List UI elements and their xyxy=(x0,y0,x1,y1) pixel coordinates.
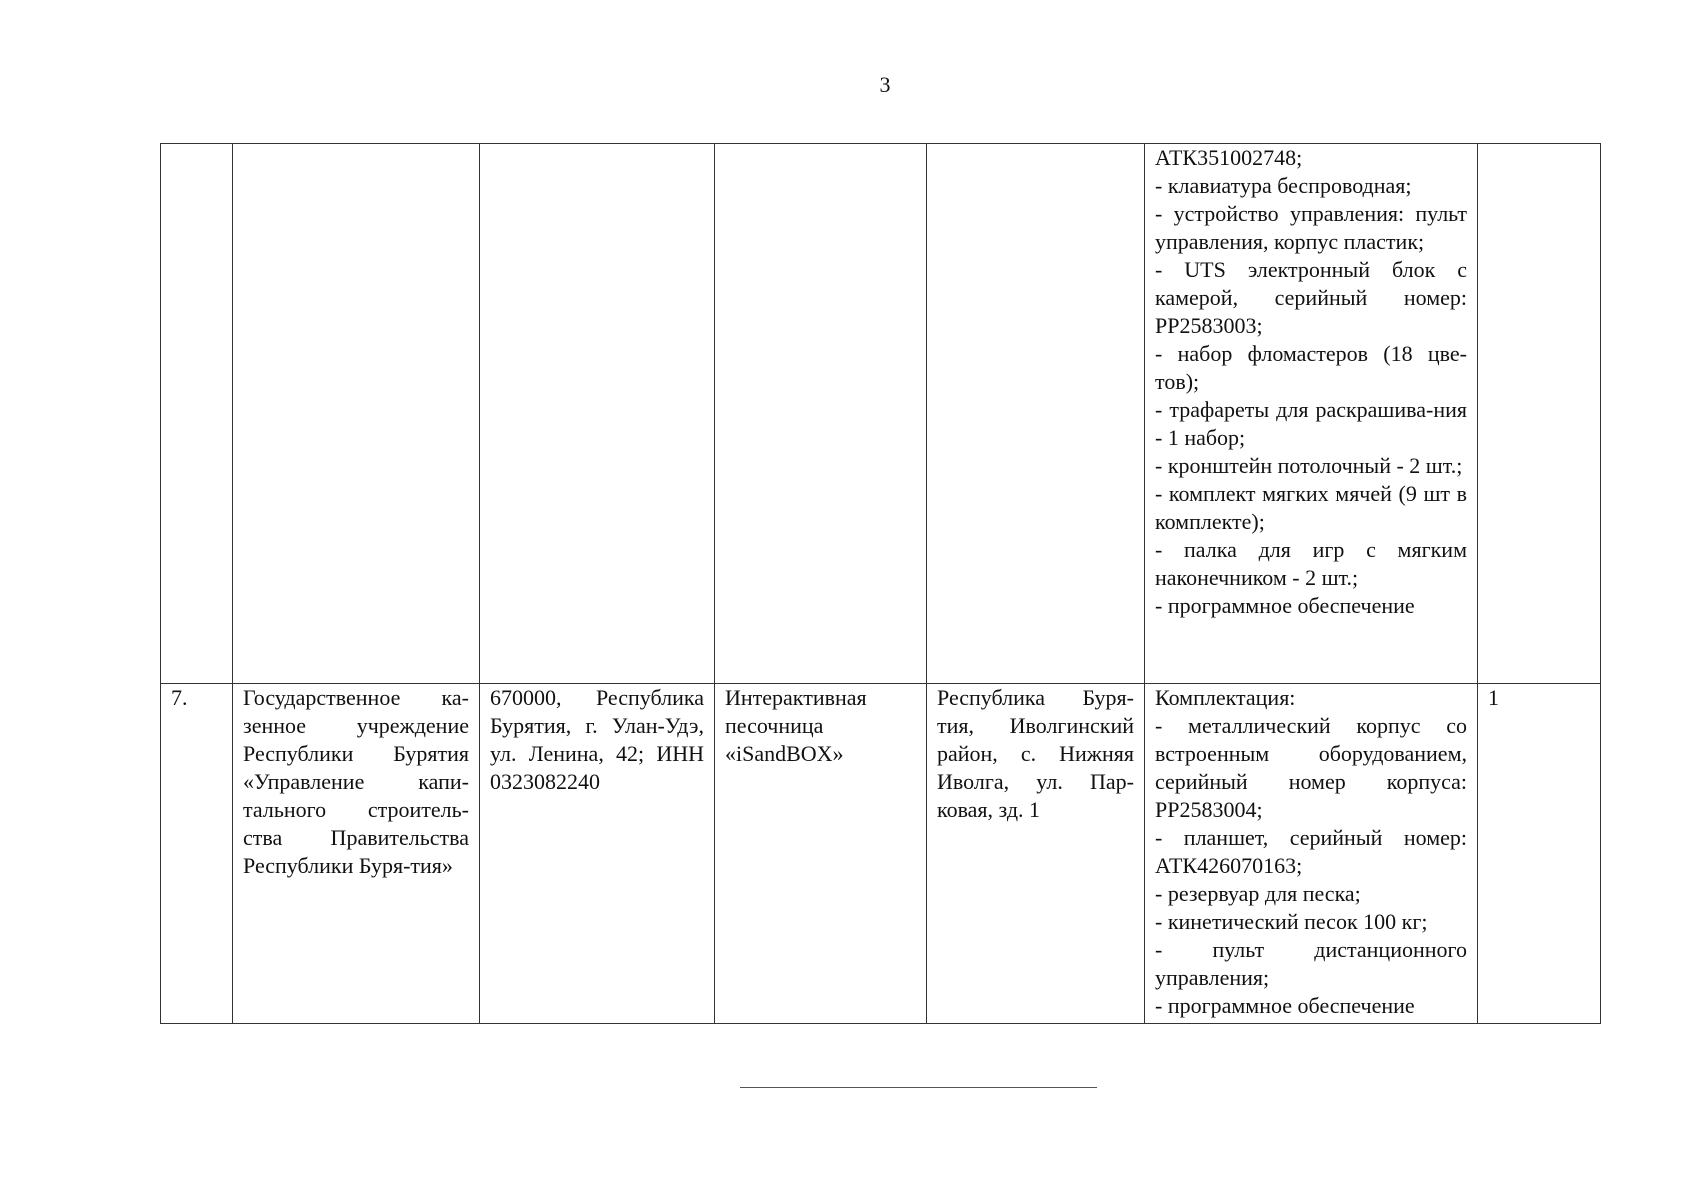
kit-line: - трафареты для раскрашива-ния - 1 набор; xyxy=(1155,397,1467,450)
kit-line: - программное обеспечение xyxy=(1155,593,1415,618)
kit-line: - кронштейн потолочный - 2 шт.; xyxy=(1155,453,1463,478)
organization-cell: Государственное ка-зенное учреждение Республики Бурятия «Управление капи-тального строитель-ства Правительства Республики Буря-тия» xyxy=(233,684,480,1024)
kit-line: - клавиатура беспроводная; xyxy=(1155,173,1412,198)
end-divider xyxy=(740,1087,1097,1088)
table-row xyxy=(161,144,1601,684)
kit-line: - планшет, серийный номер: АТК426070163; xyxy=(1155,825,1467,878)
equipment-cell: Интерактивная песочница «iSandBOX» xyxy=(715,684,927,1024)
kit-line: - пульт дистанционного управления; xyxy=(1155,937,1467,990)
table-row xyxy=(161,684,1601,1024)
organization-cell xyxy=(233,144,480,684)
row-number: 7. xyxy=(161,684,233,1024)
kit-line: - устройство управления: пульт управления, корпус пластик; xyxy=(1155,201,1467,254)
kit-line: - программное обеспечение xyxy=(1155,993,1415,1018)
page-number: 3 xyxy=(879,72,891,97)
kit-line: - резервуар для песка; xyxy=(1155,881,1361,906)
address-cell xyxy=(480,144,715,684)
kit-line: - кинетический песок 100 кг; xyxy=(1155,909,1428,934)
kit-cell xyxy=(1145,684,1478,1024)
address-cell: 670000, Республика Бурятия, г. Улан-Удэ, ул. Ленина, 42; ИНН 0323082240 xyxy=(480,684,715,1024)
kit-line: - комплект мягких мячей (9 шт в комплекте); xyxy=(1155,481,1467,534)
kit-line: - UTS электронный блок с камерой, серийный номер: PP2583003; xyxy=(1155,257,1467,338)
quantity-cell xyxy=(1478,144,1601,684)
kit-line: АТК351002748; xyxy=(1155,145,1303,170)
kit-line: - набор фломастеров (18 цве-тов); xyxy=(1155,341,1467,394)
equipment-table xyxy=(160,143,1601,1024)
location-cell xyxy=(927,144,1145,684)
kit-line: - металлический корпус со встроенным оборудованием, серийный номер корпуса: PP2583004; xyxy=(1155,713,1467,822)
kit-cell xyxy=(1145,144,1478,684)
equipment-cell xyxy=(715,144,927,684)
row-number xyxy=(161,144,233,684)
quantity-cell: 1 xyxy=(1478,684,1601,1024)
kit-line: Комплектация: xyxy=(1155,685,1296,710)
kit-line: - палка для игр с мягким наконечником - 2 шт.; xyxy=(1155,537,1467,590)
location-cell: Республика Буря-тия, Иволгинский район, с. Нижняя Иволга, ул. Пар-ковая, зд. 1 xyxy=(927,684,1145,1024)
